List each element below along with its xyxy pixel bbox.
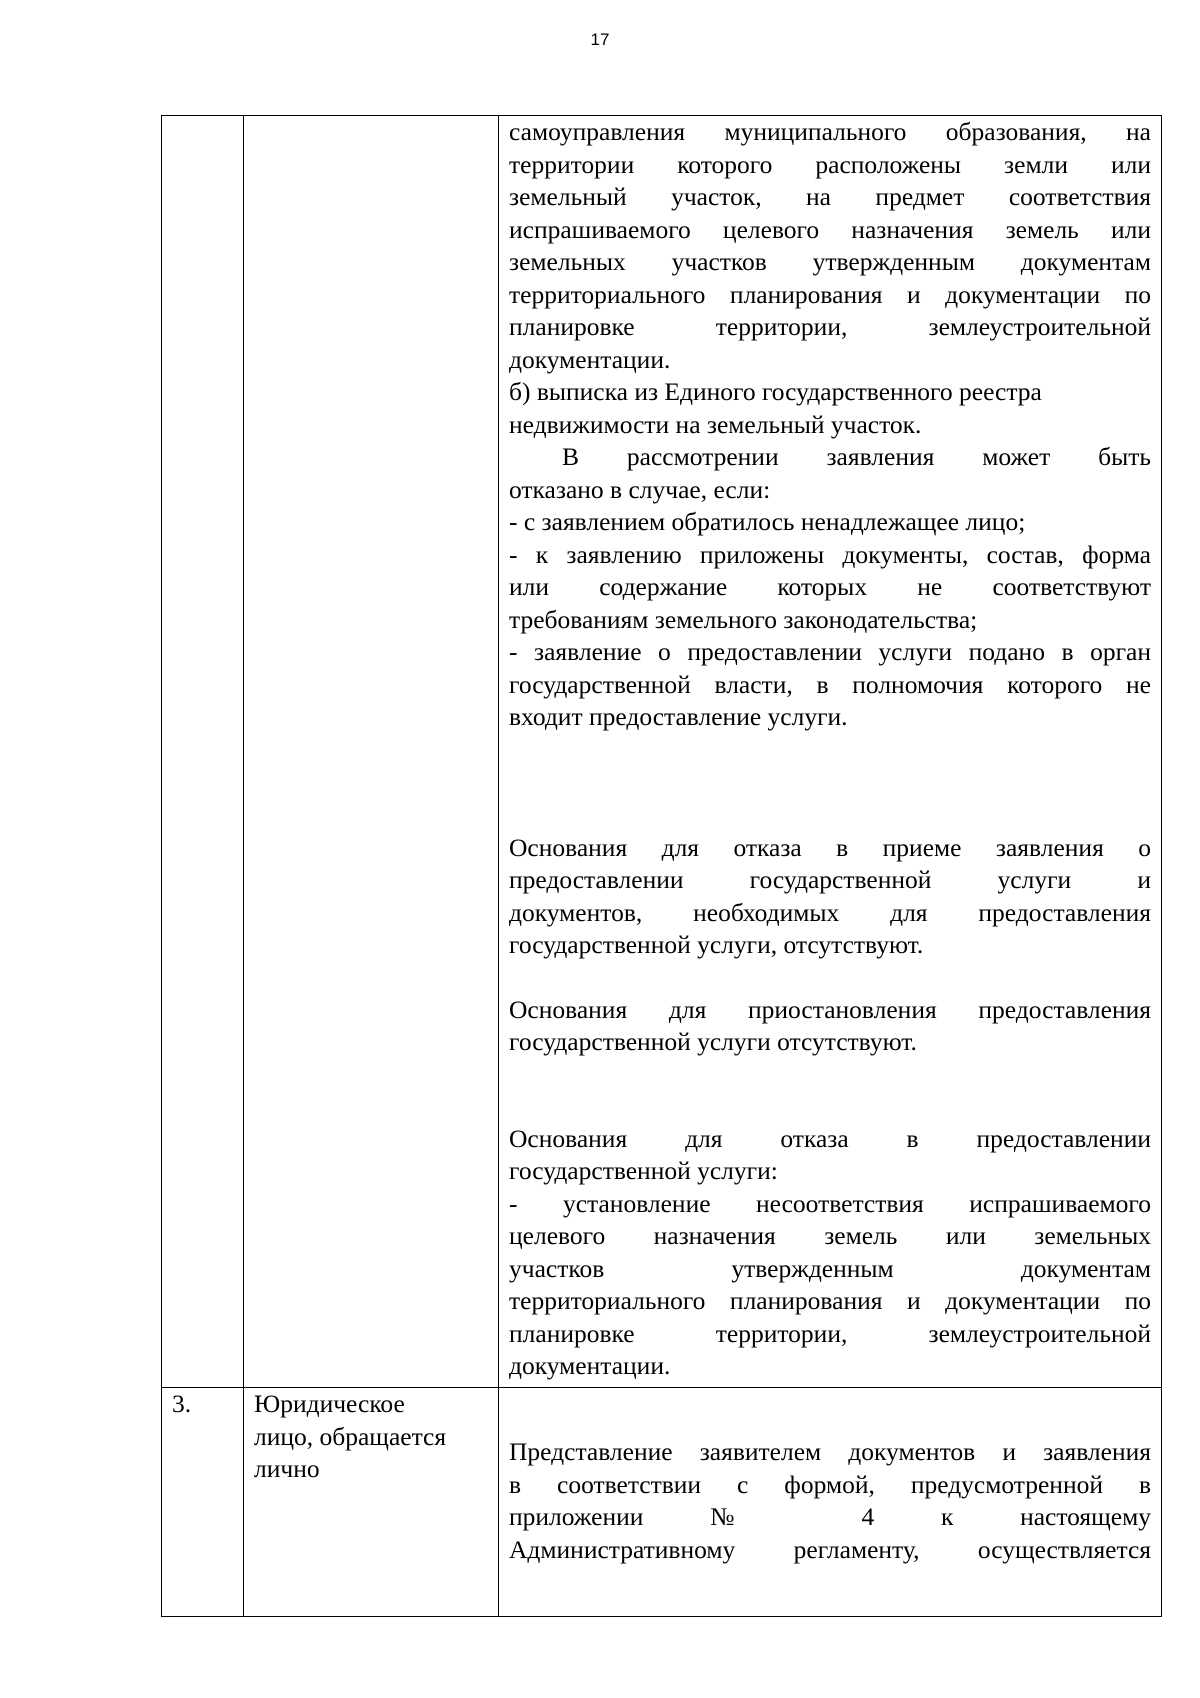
- text-line: Основания для отказа в приеме заявления о: [509, 832, 1151, 862]
- text-line: испрашиваемого целевого назначения земель или: [509, 214, 1151, 244]
- text-line: государственной услуги отсутствуют.: [509, 1027, 917, 1056]
- text-line: - установление несоответствия испрашиваемого: [509, 1188, 1151, 1218]
- text-line: земельный участок, на предмет соответствия: [509, 182, 1151, 211]
- text-line: документации.: [509, 344, 671, 374]
- text-line: Основания для приостановления предоставления: [509, 994, 1151, 1024]
- text-line: В рассмотрении заявления может быть: [562, 442, 1151, 471]
- spacer: [509, 734, 1151, 832]
- text-line: Основания для отказа в предоставлении: [509, 1123, 1151, 1153]
- text-line: государственной услуги:: [509, 1156, 778, 1185]
- text-line: планировке территории, землеустроительной: [509, 312, 1151, 341]
- refusal-consideration-paragraph: [509, 441, 1151, 734]
- text-line: приложении № 4 к настоящему: [509, 1502, 1151, 1531]
- description-cell: [499, 1388, 1162, 1617]
- text-line: недвижимости на земельный участок.: [509, 409, 922, 439]
- text-line: предоставлении государственной услуги и: [509, 865, 1151, 894]
- text-line: земельных участков утвержденным документам: [509, 247, 1151, 276]
- row-number-cell: 3.: [162, 1388, 244, 1617]
- text-line: государственной власти, в полномочия которого не: [509, 669, 1151, 699]
- text-line: документов, необходимых для предоставления: [509, 897, 1151, 927]
- text-line: Юридическое: [254, 1389, 405, 1418]
- refusal-grounds-paragraph: [509, 1123, 1151, 1383]
- text-line: планировке территории, землеустроительной: [509, 1318, 1151, 1348]
- text-line: участков утвержденным документам: [509, 1253, 1151, 1283]
- applicant-cell: [244, 116, 499, 1388]
- no-suspension-paragraph: [509, 994, 1151, 1059]
- text-line: - заявление о предоставлении услуги подано в орган: [509, 637, 1151, 666]
- text-line: территориального планирования и документации по: [509, 1286, 1151, 1315]
- regulation-table: [161, 115, 1162, 1617]
- text-line: требованиям земельного законодательства;: [509, 604, 978, 634]
- text-line: Представление заявителем документов и заявления: [509, 1437, 1151, 1466]
- text-line: в соответствии с формой, предусмотренной в: [509, 1469, 1151, 1499]
- text-line: документации.: [509, 1351, 671, 1380]
- approval-paragraph: [509, 116, 1151, 376]
- submission-paragraph: [509, 1436, 1151, 1566]
- text-line: территориального планирования и документации по: [509, 279, 1151, 309]
- text-line: или содержание которых не соответствуют: [509, 572, 1151, 601]
- text-line: - с заявлением обратилось ненадлежащее лицо;: [509, 507, 1026, 536]
- text-line: самоуправления муниципального образования, на: [509, 117, 1151, 146]
- egrn-extract-paragraph: [509, 376, 1151, 441]
- description-cell: [499, 116, 1162, 1388]
- table-row: [162, 116, 1162, 1388]
- text-line: отказано в случае, если:: [509, 474, 771, 504]
- text-line: государственной услуги, отсутствуют.: [509, 930, 924, 959]
- text-line: входит предоставление услуги.: [509, 702, 848, 731]
- text-line: территории которого расположены земли или: [509, 149, 1151, 179]
- text-line: лично: [254, 1454, 320, 1483]
- table-row: [162, 1388, 1162, 1617]
- spacer: [509, 1059, 1151, 1123]
- row-number-cell: [162, 116, 244, 1388]
- page-number: 17: [590, 30, 610, 49]
- no-refusal-reception-paragraph: [509, 832, 1151, 962]
- text-line: лицо, обращается: [254, 1421, 447, 1451]
- text-line: целевого назначения земель или земельных: [509, 1221, 1151, 1250]
- text-line: Административному регламенту, осуществляется: [509, 1534, 1151, 1564]
- applicant-cell: [244, 1388, 499, 1617]
- spacer: [509, 962, 1151, 994]
- text-line: - к заявлению приложены документы, состав, форма: [509, 539, 1151, 569]
- text-line: б) выписка из Единого государственного реестра: [509, 377, 1042, 406]
